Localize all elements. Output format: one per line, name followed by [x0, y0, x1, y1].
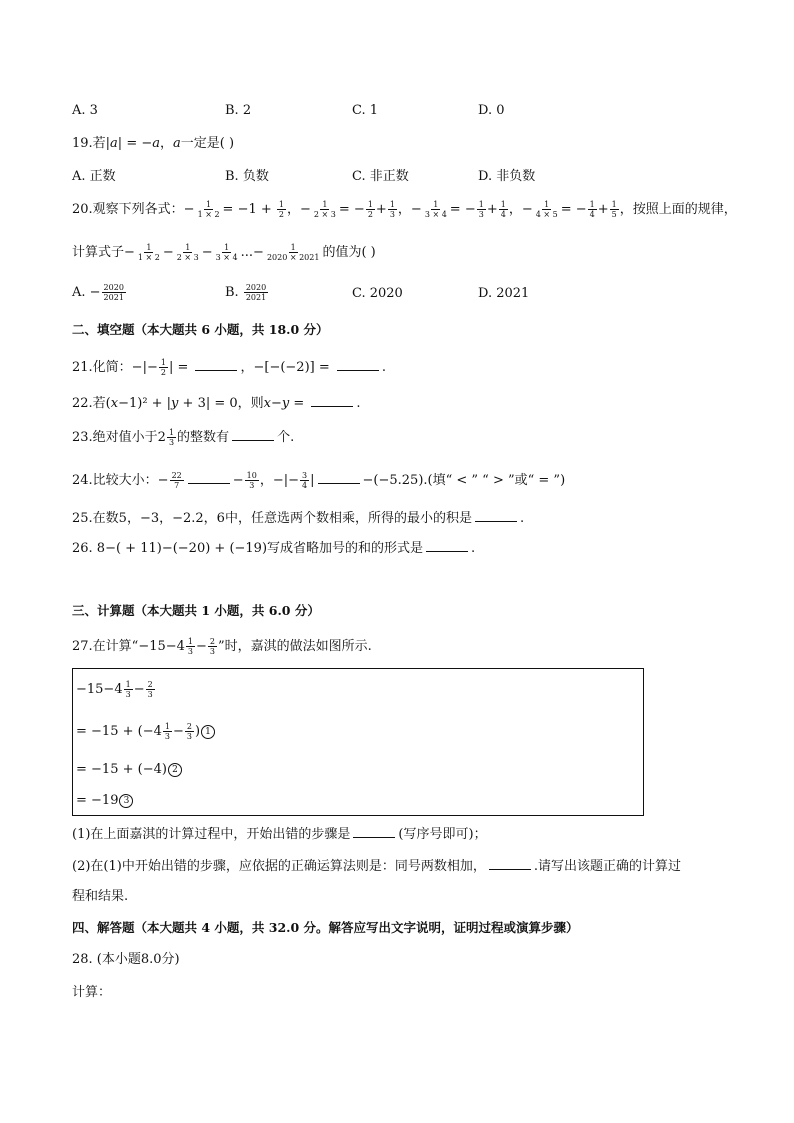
option-b: B. 2 [225, 103, 252, 118]
q20-option-a: A. − $\frac{2020}{2021}$ [72, 283, 124, 302]
answer-blank[interactable] [489, 857, 531, 870]
fraction: $\frac{1}{4}$ [500, 200, 506, 219]
q20-lead: 20.观察下列各式：− [72, 202, 195, 217]
q20-option-c: C. 2020 [352, 286, 403, 301]
question-26: 26. 8−( + 11)−(−20) + (−19)写成省略加号的和的形式是 . [72, 541, 476, 556]
answer-blank[interactable] [337, 358, 379, 371]
question-28-title: 28. (本小题8.0分) [72, 952, 180, 967]
box-line-2: = −15 + (−4 $\frac{1}{3}$ − $\frac{2}{3}$ ) 1 [76, 722, 215, 742]
question-19-stem: 19.若|𝑎| = −𝑎，𝑎一定是( ) [72, 136, 235, 151]
step-number-3: 3 [119, 794, 133, 808]
answer-blank[interactable] [232, 428, 274, 441]
fraction: $\frac{1}{1 \times 2}$ [197, 200, 220, 219]
question-24: 24.比较大小：− $\frac{22}{7}$ − $\frac{10}{3}$ ，−|− $\frac{3}{4}$ | −(−5.25).(填“ < ” “ > ”或“ = ”) [72, 471, 566, 490]
solution-box [72, 668, 644, 816]
q20-tail: ，按照上面的规律， [619, 202, 737, 217]
q19-option-d: D. 非负数 [478, 169, 536, 184]
fraction: $\frac{1}{4 \times 5}$ [535, 200, 558, 219]
box-line-1: −15−4 $\frac{1}{3}$ − $\frac{2}{3}$ [76, 680, 153, 699]
q19-option-a: A. 正数 [72, 169, 116, 184]
q19-option-c: C. 非正数 [352, 169, 409, 184]
q27-part-2: (2)在(1)中开始出错的步骤，应依据的正确运算法则是：同号两数相加， .请写出该题正确的计算过 [72, 859, 681, 874]
fraction: $\frac{1}{2}$ [367, 200, 373, 219]
fraction: $\frac{1}{3 \times 4}$ [424, 200, 447, 219]
fraction: $\frac{1}{5}$ [611, 200, 617, 219]
fraction: $\frac{1}{2 \times 3}$ [176, 243, 199, 262]
answer-blank[interactable] [426, 539, 468, 552]
answer-blank[interactable] [188, 471, 230, 484]
fraction: $\frac{1}{3}$ [478, 200, 484, 219]
fraction: $\frac{1}{4}$ [589, 200, 595, 219]
question-25: 25.在数5，−3，−2.2，6中，任意选两个数相乘，所得的最小的积是 . [72, 511, 525, 526]
fraction: $\frac{1}{3 \times 4}$ [215, 243, 238, 262]
section-3-heading: 三、计算题（本大题共 1 小题，共 6.0 分） [72, 603, 320, 618]
step-number-1: 1 [201, 725, 215, 739]
answer-blank[interactable] [195, 358, 237, 371]
q20-option-b: B. $\frac{2020}{2021}$ [225, 283, 267, 302]
answer-blank[interactable] [353, 825, 395, 838]
fraction: $\frac{1}{1 \times 2}$ [137, 243, 160, 262]
section-4-heading: 四、解答题（本大题共 4 小题，共 32.0 分。解答应写出文字说明，证明过程或演算步骤） [72, 920, 579, 935]
answer-blank[interactable] [318, 471, 360, 484]
q20-option-d: D. 2021 [478, 286, 530, 301]
question-28-prompt: 计算： [72, 985, 112, 1000]
option-c: C. 1 [352, 103, 379, 118]
q27-part-2-cont: 程和结果. [72, 889, 129, 904]
question-22: 22.若(𝑥−1)² + |𝑦 + 3| = 0，则𝑥−𝑦 = . [72, 396, 361, 411]
answer-blank[interactable] [311, 394, 353, 407]
option-a: A. 3 [72, 103, 98, 118]
box-line-4: = −19 3 [76, 791, 133, 811]
question-20-line2: 计算式子− $\frac{1}{1 \times 2}$ − $\frac{1}{2 \times 3}$ − $\frac{1}{3 \times 4}$ ...− $\frac{1}{2020 \times 2021}$ 的值为( ) [72, 243, 376, 262]
question-27: 27.在计算“−15−4 $\frac{1}{3}$ − $\frac{2}{3}$ ”时，嘉淇的做法如图所示. [72, 637, 372, 656]
fraction: $\frac{1}{3}$ [389, 200, 395, 219]
question-23: 23.绝对值小于2 $\frac{1}{3}$ 的整数有 个. [72, 428, 295, 447]
box-line-3: = −15 + (−4) 2 [76, 760, 182, 780]
section-2-heading: 二、填空题（本大题共 6 小题，共 18.0 分） [72, 322, 329, 337]
fraction: $\frac{1}{2020 \times 2021}$ [266, 243, 320, 262]
fraction: $\frac{1}{2}$ [278, 200, 284, 219]
q27-part-1: (1)在上面嘉淇的计算过程中，开始出错的步骤是 (写序号即可)； [72, 827, 487, 842]
step-number-2: 2 [168, 763, 182, 777]
answer-blank[interactable] [475, 509, 517, 522]
q19-option-b: B. 负数 [225, 169, 269, 184]
question-21: 21.化简：−|− $\frac{1}{2}$ | = ，−[−(−2)] = . [72, 358, 387, 377]
question-20-line1: 20.观察下列各式：− $\frac{1}{1 \times 2}$ = −1 + $\frac{1}{2}$ ，− $\frac{1}{2 \times 3}$ = − $\frac{1}{2}$ + $\frac{1}{3}$ ，− $\frac{1}{3 \times 4}$ = − $\frac{1}{3}$ + $\frac{1}{4}$ ，− $\frac{1}{4 \times 5}$ = − $\frac{1}{4}$ + $\frac{1}{5}$ ，按照上面的规律， [72, 200, 737, 219]
fraction: $\frac{1}{2 \times 3}$ [313, 200, 336, 219]
option-d: D. 0 [478, 103, 505, 118]
